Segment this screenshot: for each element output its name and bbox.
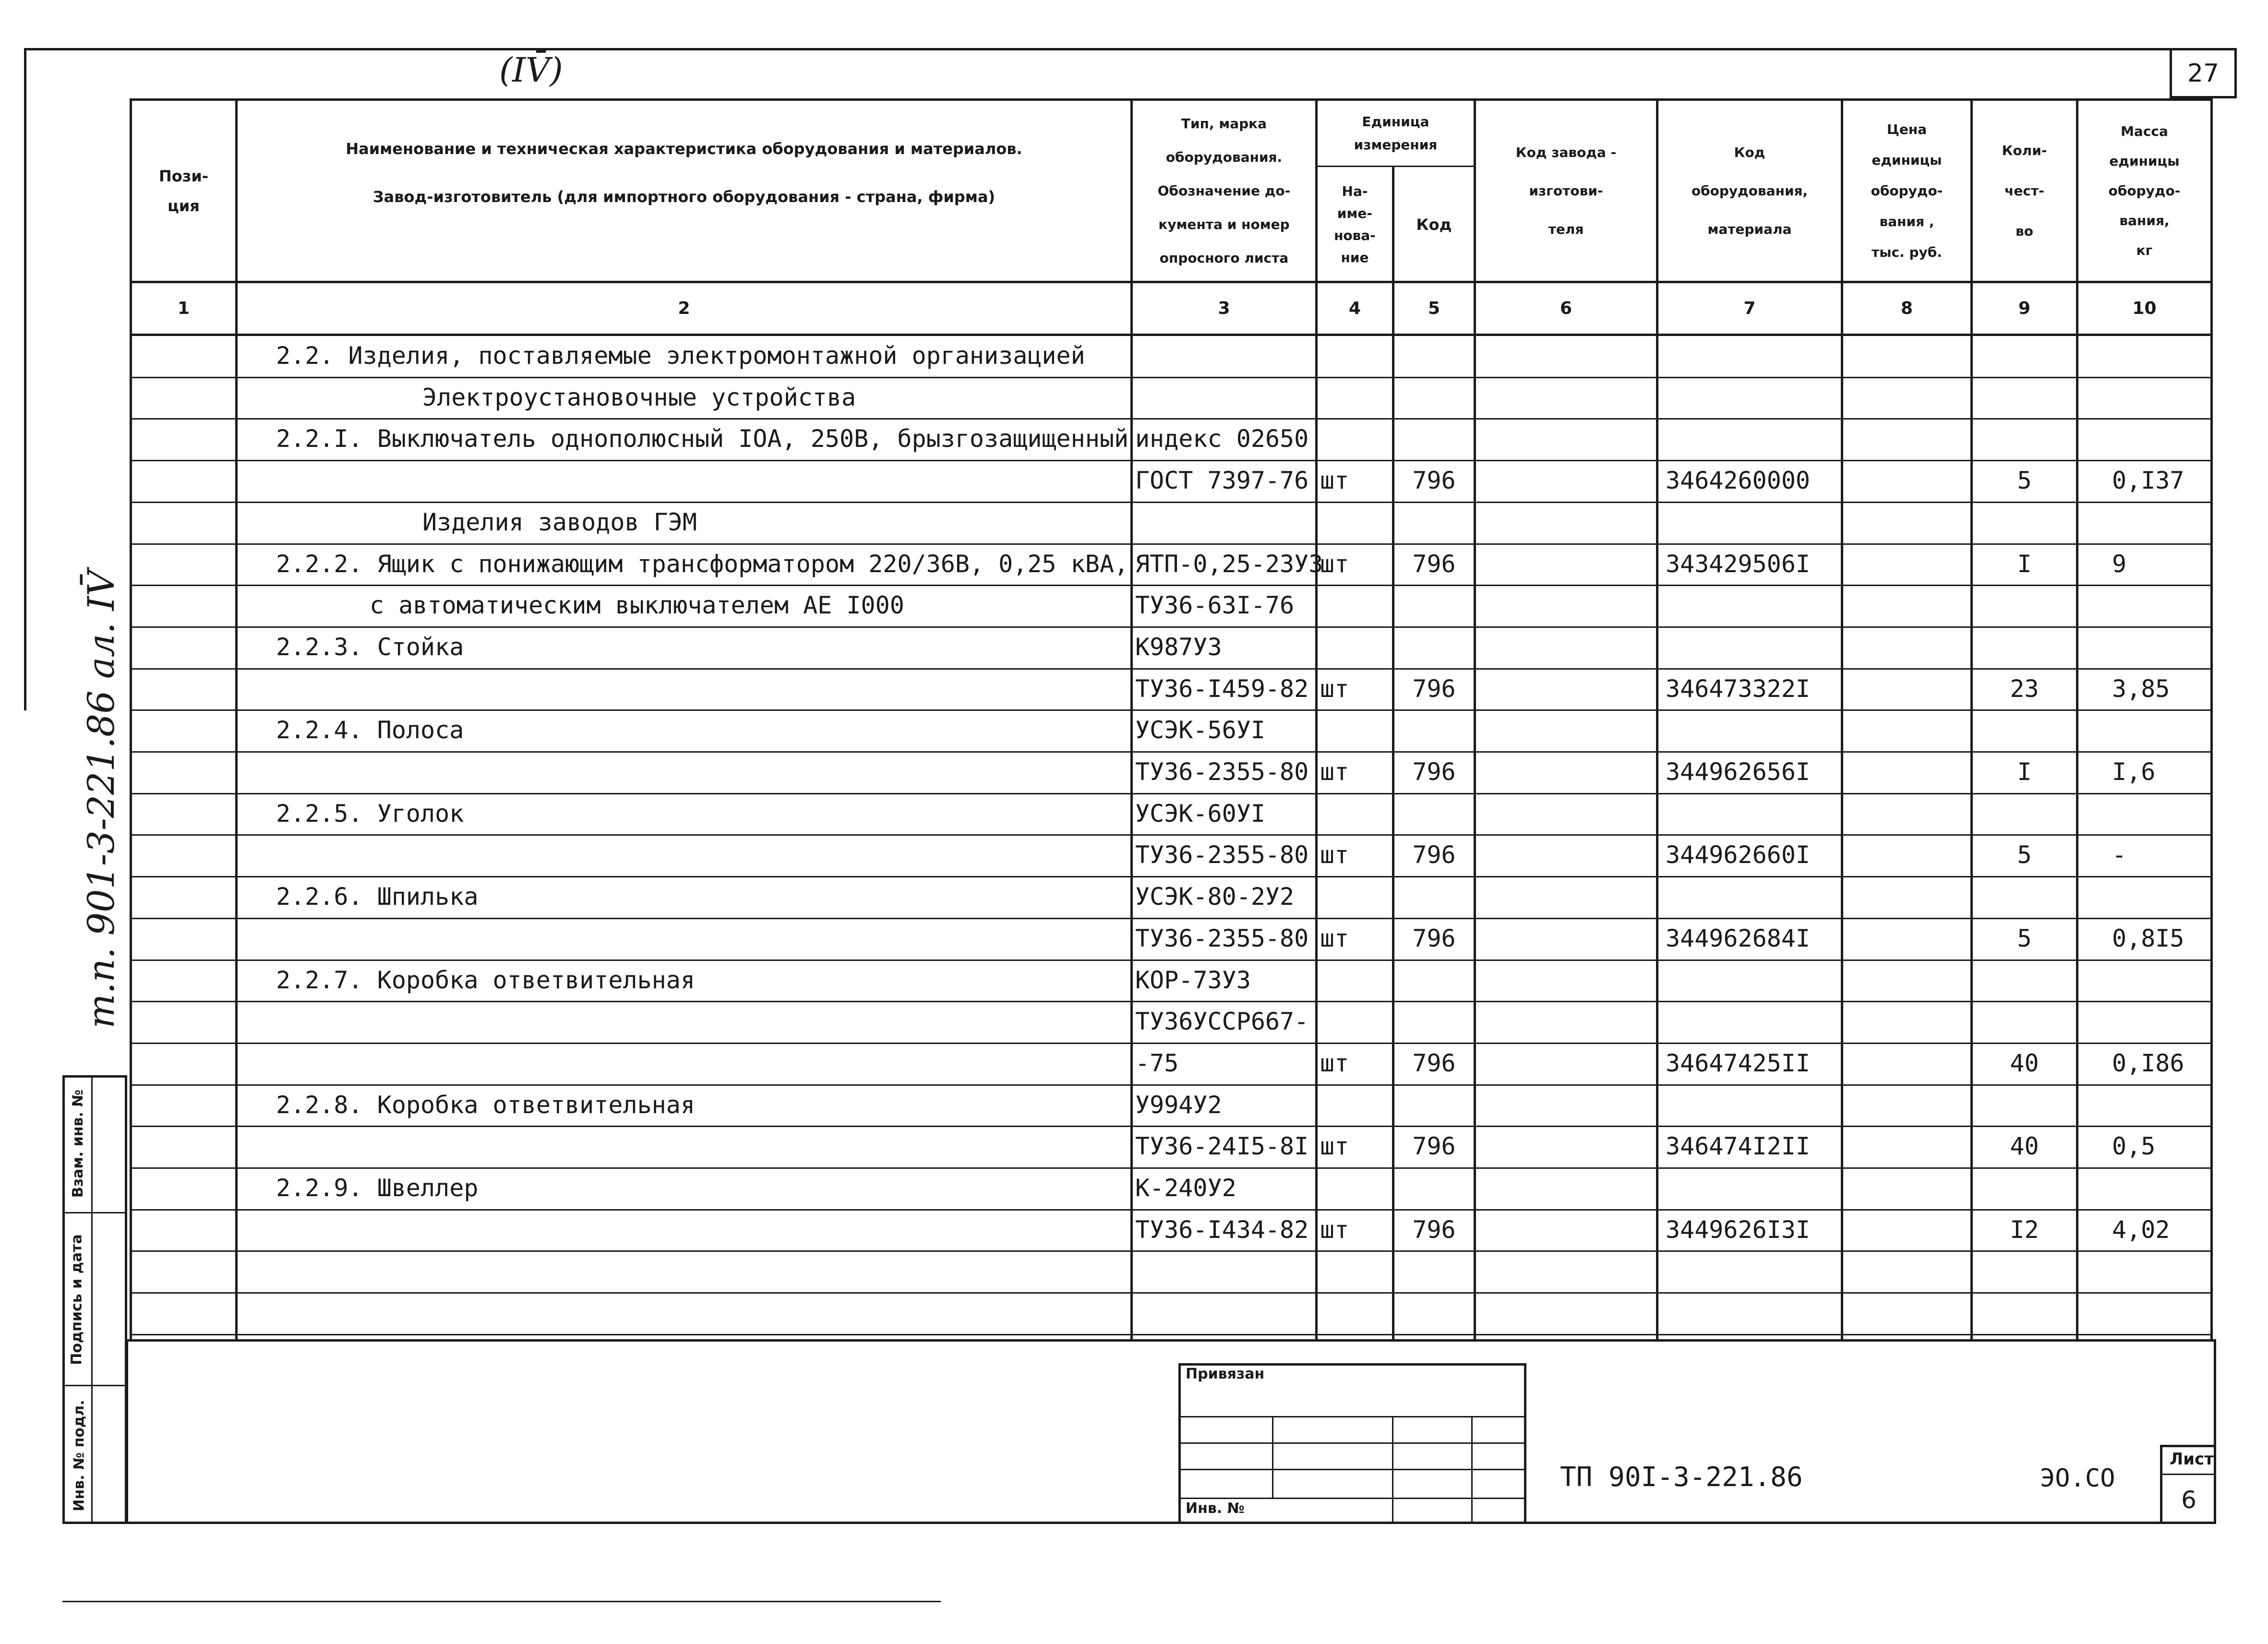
row-unit: шт	[1320, 550, 1349, 578]
stamp-line-d	[1178, 1498, 1526, 1499]
row-type: ТУ36-I434-82	[1135, 1216, 1309, 1244]
unit-split-line	[1315, 166, 1474, 167]
row-quantity: I2	[2010, 1216, 2039, 1244]
colnum-2: 2	[678, 299, 690, 318]
header-unit: Единица измерения	[1354, 113, 1438, 153]
row-name	[276, 1250, 1128, 1292]
header-equipment-code: Код оборудования, материала	[1691, 144, 1808, 237]
row-equipment-code	[1666, 418, 1841, 459]
row-equipment-code	[1666, 377, 1841, 418]
row-quantity	[1973, 377, 2076, 418]
row-equipment-code: 343429506I	[1666, 550, 1811, 578]
row-quantity	[1973, 585, 2076, 626]
row-quantity: I	[2017, 550, 2032, 578]
row-unit: шт	[1320, 675, 1349, 703]
stamp-attached-label: Привязан	[1186, 1366, 1265, 1382]
colnum-1: 1	[177, 299, 190, 318]
row-unit	[1320, 502, 1392, 543]
row-unit-code	[1394, 335, 1474, 376]
colnum-10: 10	[2132, 299, 2157, 318]
row-equipment-code: 344962656I	[1666, 758, 1811, 786]
left-strip-label-signature: Подпись и дата	[68, 1234, 85, 1365]
row-type: ТУ36-2355-80	[1135, 924, 1309, 952]
row-unit-code: 796	[1412, 1216, 1456, 1244]
row-name: 2.2.2. Ящик с понижающим трансформатором 220/36В, 0,25 кВА,	[276, 550, 1129, 578]
row-mass	[2112, 960, 2208, 1001]
row-type	[1135, 1292, 1318, 1333]
row-quantity: 5	[2017, 841, 2032, 869]
row-equipment-code	[1666, 1084, 1841, 1126]
row-name	[276, 1001, 1128, 1042]
row-unit	[1320, 1167, 1392, 1209]
row-name: Электроустановочные устройства	[422, 384, 856, 411]
row-type: УСЭК-80-2У2	[1135, 883, 1295, 911]
row-name: 2.2.4. Полоса	[276, 716, 464, 744]
row-unit	[1320, 418, 1392, 459]
row-equipment-code: 344962684I	[1666, 924, 1811, 952]
row-mass: 4,02	[2112, 1216, 2170, 1244]
stamp-inv-label: Инв. №	[1186, 1500, 1245, 1517]
row-unit: шт	[1320, 1049, 1349, 1077]
row-name	[276, 1292, 1128, 1333]
stamp-vline-2	[1392, 1416, 1393, 1524]
row-type: индекс 02650	[1135, 425, 1309, 453]
row-unit	[1320, 793, 1392, 834]
stamp-doc-code: ТП 90I-3-221.86	[1560, 1462, 1803, 1493]
row-equipment-code: 3449626I3I	[1666, 1216, 1811, 1244]
header-unit-name: На- име- нова- ние	[1334, 183, 1376, 265]
row-equipment-code	[1666, 626, 1841, 668]
row-unit-code	[1394, 1001, 1474, 1042]
row-name	[276, 834, 1128, 876]
row-unit: шт	[1320, 1132, 1349, 1160]
row-equipment-code	[1666, 960, 1841, 1001]
row-equipment-code: 346473322I	[1666, 675, 1811, 703]
row-quantity	[1973, 1292, 2076, 1333]
row-quantity	[1973, 1250, 2076, 1292]
row-equipment-code	[1666, 585, 1841, 626]
row-name: 2.2.3. Стойка	[276, 633, 464, 661]
colnum-3: 3	[1218, 299, 1230, 318]
row-type: ТУ36-I459-82	[1135, 675, 1309, 703]
row-quantity: 40	[2010, 1049, 2039, 1077]
row-quantity	[1973, 418, 2076, 459]
row-mass	[2112, 377, 2208, 418]
row-unit-code	[1394, 709, 1474, 751]
sheet-left-border	[24, 48, 26, 710]
left-strip-label-replace: Взам. инв. №	[70, 1089, 86, 1198]
bottom-decor-line	[62, 1601, 941, 1602]
row-unit-code	[1394, 1292, 1474, 1333]
row-unit-code	[1394, 502, 1474, 543]
row-equipment-code: 344962660I	[1666, 841, 1811, 869]
row-quantity: 23	[2010, 675, 2039, 703]
row-name: 2.2.9. Швеллер	[276, 1174, 479, 1202]
row-unit-code: 796	[1412, 1049, 1456, 1077]
row-name	[276, 751, 1128, 792]
row-quantity: 40	[2010, 1132, 2039, 1160]
row-unit: шт	[1320, 467, 1349, 494]
page-number: 27	[2187, 59, 2220, 88]
row-unit-code: 796	[1412, 758, 1456, 786]
row-quantity	[1973, 1167, 2076, 1209]
row-unit	[1320, 335, 1392, 376]
row-name	[276, 1043, 1128, 1084]
row-unit-code	[1394, 1250, 1474, 1292]
stamp-sheet-label: Лист	[2170, 1450, 2214, 1469]
row-unit-code: 796	[1412, 467, 1456, 494]
header-quantity: Коли- чест- во	[2002, 142, 2047, 239]
row-type: К987У3	[1135, 633, 1222, 661]
row-mass	[2112, 709, 2208, 751]
row-name: 2.2.5. Уголок	[276, 800, 464, 828]
row-equipment-code	[1666, 1001, 1841, 1042]
row-unit: шт	[1320, 758, 1349, 786]
colnum-7: 7	[1743, 299, 1756, 318]
row-unit: шт	[1320, 841, 1349, 869]
stamp-line-a	[1178, 1416, 1526, 1417]
stamp-vline-3	[1471, 1416, 1473, 1524]
row-type: -75	[1135, 1049, 1179, 1077]
row-quantity: 5	[2017, 924, 2032, 952]
row-mass	[2112, 793, 2208, 834]
colnum-9: 9	[2018, 299, 2031, 318]
row-unit-code: 796	[1412, 675, 1456, 703]
row-type: ТУ36УССР667-	[1135, 1008, 1309, 1035]
row-unit-code	[1394, 418, 1474, 459]
row-mass: I,6	[2112, 758, 2156, 786]
row-quantity	[1973, 960, 2076, 1001]
row-unit	[1320, 377, 1392, 418]
row-unit	[1320, 960, 1392, 1001]
row-type: ТУ36-63I-76	[1135, 591, 1295, 619]
row-unit	[1320, 876, 1392, 917]
row-equipment-code	[1666, 876, 1841, 917]
row-unit-code: 796	[1412, 841, 1456, 869]
row-mass	[2112, 626, 2208, 668]
colnum-4: 4	[1348, 299, 1361, 318]
row-type: ЯТП-0,25-23У3	[1135, 550, 1323, 578]
row-mass	[2112, 335, 2208, 376]
row-equipment-code: 3464260000	[1666, 467, 1811, 494]
header-unit-code: Код	[1416, 215, 1452, 234]
row-unit	[1320, 1292, 1392, 1333]
row-equipment-code	[1666, 502, 1841, 543]
row-unit	[1320, 1250, 1392, 1292]
row-name: 2.2.I. Выключатель однополюсный IOA, 250В, брызгозащищенный	[276, 425, 1129, 453]
row-quantity	[1973, 626, 2076, 668]
row-quantity	[1973, 502, 2076, 543]
row-mass	[2112, 418, 2208, 459]
row-unit: шт	[1320, 1216, 1349, 1244]
row-equipment-code: 346474I2II	[1666, 1132, 1811, 1160]
row-equipment-code: 34647425II	[1666, 1049, 1811, 1077]
header-type: Тип, марка оборудования. Обозначение до- кумента и номер опросного листа	[1157, 115, 1291, 266]
header-name: Наименование и техническая характеристика оборудования и материалов. Завод-изготовитель (для импортного оборудования - страна, фирма)	[346, 140, 1022, 206]
stamp-line-c	[1178, 1469, 1526, 1470]
row-name	[276, 668, 1128, 709]
row-mass: 0,I37	[2112, 467, 2184, 494]
row-mass: 0,8I5	[2112, 924, 2184, 952]
header-position: Пози- ция	[158, 167, 209, 215]
row-mass	[2112, 1084, 2208, 1126]
row-mass	[2112, 1250, 2208, 1292]
stamp-sheet-number: 6	[2181, 1486, 2196, 1514]
header-plant-code: Код завода - изготови- теля	[1515, 144, 1617, 237]
row-quantity	[1973, 709, 2076, 751]
row-mass	[2112, 876, 2208, 917]
row-mass: -	[2112, 841, 2127, 869]
row-equipment-code	[1666, 709, 1841, 751]
colnum-6: 6	[1560, 299, 1572, 318]
main-frame-lower	[126, 1339, 2216, 1524]
row-quantity	[1973, 1001, 2076, 1042]
stamp-mark: ЭО.СО	[2040, 1464, 2115, 1493]
row-unit-code	[1394, 1167, 1474, 1209]
row-type	[1135, 502, 1318, 543]
row-mass	[2112, 502, 2208, 543]
row-mass: 9	[2112, 550, 2127, 578]
row-type: ТУ36-24I5-8I	[1135, 1132, 1309, 1160]
colnum-5: 5	[1428, 299, 1440, 318]
row-quantity: I	[2017, 758, 2032, 786]
row-mass	[2112, 1001, 2208, 1042]
row-equipment-code	[1666, 793, 1841, 834]
row-name: с автоматическим выключателем АЕ I000	[370, 591, 904, 619]
header-mass: Масса единицы оборудо- вания, кг	[2108, 123, 2181, 258]
row-name: Изделия заводов ГЭМ	[422, 508, 697, 536]
left-strip-label-inventory: Инв. № подл.	[71, 1400, 88, 1512]
row-unit	[1320, 709, 1392, 751]
row-unit-code	[1394, 626, 1474, 668]
row-type: К-240У2	[1135, 1174, 1236, 1202]
row-quantity: 5	[2017, 467, 2032, 494]
section-mark: (IV̄)	[499, 50, 563, 90]
row-mass: 0,5	[2112, 1132, 2156, 1160]
row-quantity	[1973, 335, 2076, 376]
row-unit-code	[1394, 960, 1474, 1001]
row-unit-code	[1394, 876, 1474, 917]
row-name	[276, 1209, 1128, 1250]
stamp-sheet-line	[2160, 1474, 2216, 1475]
row-type: УСЭК-60УI	[1135, 800, 1265, 828]
row-unit-code	[1394, 585, 1474, 626]
row-separator	[130, 1334, 2213, 1335]
header-price: Цена единицы оборудо- вания , тыс. руб.	[1871, 121, 1943, 260]
row-name: 2.2.8. Коробка ответвительная	[276, 1091, 695, 1119]
row-type	[1135, 1250, 1318, 1292]
row-type: УСЭК-56УI	[1135, 716, 1265, 744]
side-note: т.п. 901-3-221.86 ал. IV̄	[79, 570, 122, 1029]
row-mass	[2112, 585, 2208, 626]
row-unit	[1320, 585, 1392, 626]
row-mass: 0,I86	[2112, 1049, 2184, 1077]
row-type	[1135, 377, 1318, 418]
row-unit	[1320, 626, 1392, 668]
row-quantity	[1973, 793, 2076, 834]
row-type: ТУ36-2355-80	[1135, 841, 1309, 869]
row-equipment-code	[1666, 1250, 1841, 1292]
row-unit: шт	[1320, 924, 1349, 952]
row-name: 2.2. Изделия, поставляемые электромонтажной организацией	[276, 342, 1085, 370]
row-unit	[1320, 1084, 1392, 1126]
row-equipment-code	[1666, 335, 1841, 376]
row-unit	[1320, 1001, 1392, 1042]
row-name	[276, 918, 1128, 959]
row-type	[1135, 335, 1318, 376]
row-unit-code: 796	[1412, 1132, 1456, 1160]
row-unit-code	[1394, 377, 1474, 418]
row-name: 2.2.6. Шпилька	[276, 883, 479, 911]
row-name	[276, 1126, 1128, 1167]
sheet-top-border	[24, 48, 2170, 50]
row-mass: 3,85	[2112, 675, 2170, 703]
row-name	[276, 460, 1128, 501]
row-equipment-code	[1666, 1292, 1841, 1333]
row-mass	[2112, 1292, 2208, 1333]
row-equipment-code	[1666, 1167, 1841, 1209]
row-quantity	[1973, 876, 2076, 917]
row-unit-code: 796	[1412, 924, 1456, 952]
row-type: ТУ36-2355-80	[1135, 758, 1309, 786]
row-name: 2.2.7. Коробка ответвительная	[276, 966, 695, 994]
stamp-line-b	[1178, 1442, 1526, 1444]
row-mass	[2112, 1167, 2208, 1209]
row-type: У994У2	[1135, 1091, 1222, 1119]
row-unit-code: 796	[1412, 550, 1456, 578]
colnum-8: 8	[1900, 299, 1913, 318]
row-unit-code	[1394, 1084, 1474, 1126]
row-type: ГОСТ 7397-76	[1135, 467, 1309, 494]
row-quantity	[1973, 1084, 2076, 1126]
stamp-vline-1	[1272, 1416, 1273, 1498]
row-type: КОР-73У3	[1135, 966, 1251, 994]
row-unit-code	[1394, 793, 1474, 834]
